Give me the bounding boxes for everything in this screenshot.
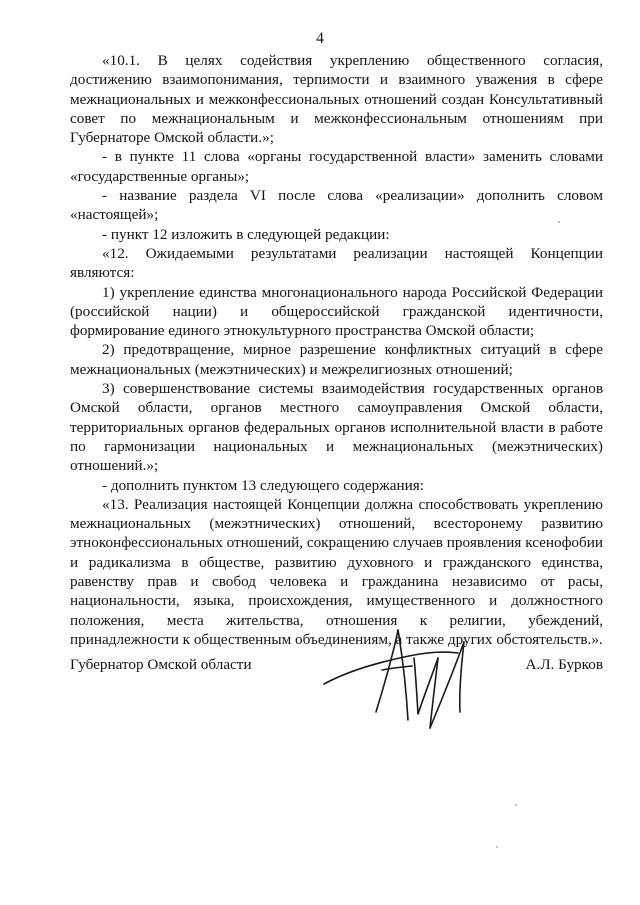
- paragraph-section-6-title-change: - название раздела VI после слова «реализации» дополнить словом «настоящей»;: [70, 187, 603, 224]
- document-body: [70, 51, 603, 649]
- paragraph-result-2: 2) предотвращение, мирное разрешение конфликтных ситуаций в сфере межнациональных (межэтнических) и межрелигиозных отношений;: [70, 341, 603, 378]
- page-number: 4: [316, 30, 324, 47]
- paragraph-item-11-change: - в пункте 11 слова «органы государственной власти» заменить словами «государственные органы»;: [70, 148, 603, 185]
- scan-speck: [558, 221, 560, 223]
- paragraph-item-13-intro: - дополнить пунктом 13 следующего содержания:: [102, 476, 424, 494]
- paragraph-result-3: 3) совершенствование системы взаимодействия государственных органов Омской области, органов местного самоуправления Омской области, территориальных органов федеральных органов исполнительной власти в работе по гармонизации национальных и межнациональных (межэтнических) отношений.»;: [70, 380, 603, 475]
- paragraph-item-12-intro: - пункт 12 изложить в следующей редакции:: [102, 225, 390, 243]
- paragraph-10-1-amendment: «10.1. В целях содействия укреплению общественного согласия, достижению взаимопонимания, терпимости и взаимного уважения в сфере межнациональных и межконфессиональных отношений создан Консультативный совет по межнациональным и межконфессиональным отношениям при Губернаторе Омской области.»;: [70, 52, 603, 147]
- handwritten-signature: [318, 622, 478, 732]
- scan-speck: [515, 804, 517, 806]
- signer-name: А.Л. Бурков: [525, 656, 603, 673]
- signer-position: Губернатор Омской области: [70, 656, 252, 673]
- scan-speck: [496, 846, 498, 848]
- paragraph-result-1: 1) укрепление единства многонационального народа Российской Федерации (российской нации) и общероссийской гражданской идентичности, формирование единого этнокультурного пространства Омской области;: [70, 283, 603, 340]
- paragraph-item-12-text: «12. Ожидаемыми результатами реализации настоящей Концепции являются:: [70, 244, 603, 282]
- paragraph-item-13-text: «13. Реализация настоящей Концепции должна способствовать укреплению межнациональных (межэтнических) отношений, всесторонему развитию этноконфессиональных отношений, сокращению случаев проявления ксенофобии и радикализма в обществе, развитию духовного и гражданского единства, равенству прав и свобод человека и гражданина независимо от расы, национальности, языка, происхождения, имущественного и должностного положения, места жительства, отношения к религии, убеждений, принадлежности к общественным объединениям, а также других обстоятельств.».: [70, 495, 603, 648]
